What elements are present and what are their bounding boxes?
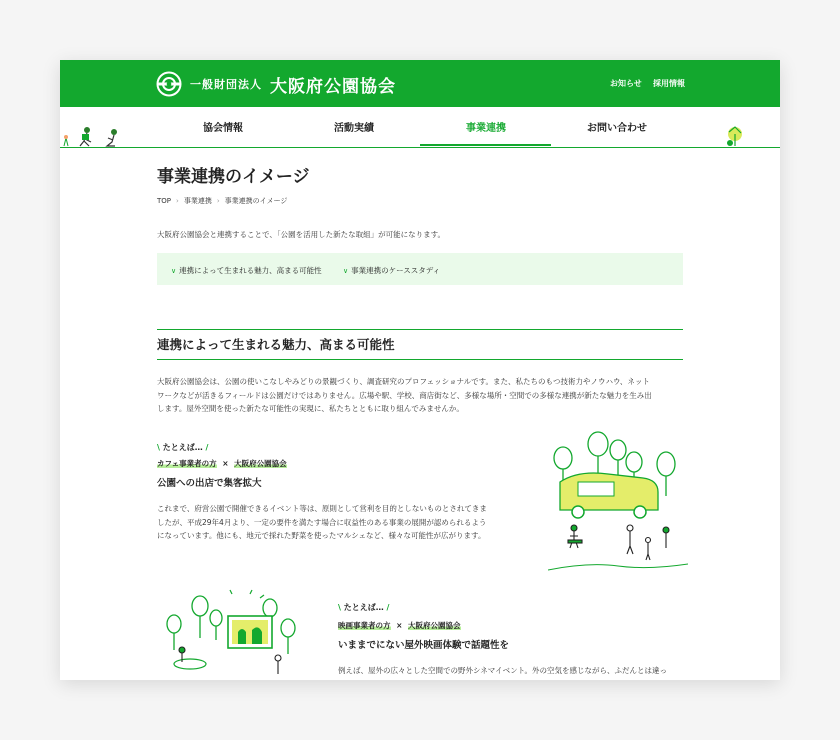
example-title: いままでにない屋外映画体験で話題性を xyxy=(338,640,510,651)
nav-item-activities[interactable]: 活動実績 xyxy=(334,123,374,134)
page-anchor-nav xyxy=(157,253,683,285)
anchor-label: 連携によって生まれる魅力、高まる可能性 xyxy=(179,266,322,275)
park-association-logo-icon xyxy=(156,71,182,97)
anchor-link-possibilities[interactable] xyxy=(171,265,322,276)
section-rule-top xyxy=(157,329,683,330)
body-line: 例えば、屋外の広々とした空間での野外シネマイベント。外の空気を感じながら、ふだんとは違っ xyxy=(338,666,667,675)
example-body xyxy=(157,502,517,543)
cross-mark: × xyxy=(396,621,403,630)
example-body xyxy=(338,664,698,678)
body-line: になっています。他にも、地元で採れた野菜を使ったマルシェなど、様々な可能性が広がります。 xyxy=(157,531,486,540)
section-heading: 連携によって生まれる魅力、高まる可能性 xyxy=(157,337,395,352)
food-truck-illustration-icon xyxy=(548,430,688,580)
outdoor-cinema-illustration-icon xyxy=(160,588,310,680)
example-partners xyxy=(157,458,287,469)
anchor-label: 事業連携のケーススタディ xyxy=(351,266,441,275)
example-tag: \ たとえば… / xyxy=(338,603,390,612)
people-illustration-left-icon xyxy=(60,124,130,150)
org-label: 大阪府公園協会 xyxy=(408,621,461,630)
recruit-link[interactable]: 採用情報 xyxy=(653,79,685,88)
nav-item-partnership[interactable]: 事業連携 xyxy=(466,123,506,134)
body-line: します。屋外空間を使った新たな可能性の実現に、私たちとともに取り組んでみませんか。 xyxy=(157,404,464,413)
intro-text: 大阪府公園協会と連携することで、「公園を活用した新たな取組」が可能になります。 xyxy=(157,230,445,239)
browser-page xyxy=(60,60,780,680)
breadcrumb xyxy=(157,196,292,206)
page-title: 事業連携のイメージ xyxy=(157,167,310,187)
nav-item-contact[interactable]: お問い合わせ xyxy=(587,123,647,134)
section-rule-bottom xyxy=(157,359,683,360)
chevron-down-icon: ∨ xyxy=(343,267,349,275)
chevron-right-icon: › xyxy=(216,197,220,205)
cross-mark: × xyxy=(222,459,229,468)
partner-label: カフェ事業者の方 xyxy=(157,459,217,468)
partner-label: 映画事業者の方 xyxy=(338,621,391,630)
plant-illustration-right-icon xyxy=(720,124,750,150)
anchor-link-case-study[interactable] xyxy=(343,265,440,276)
news-link[interactable]: お知らせ xyxy=(610,79,642,88)
body-line: 大阪府公園協会は、公園の使いこなしやみどりの景観づくり、調査研究のプロフェッショナルです。また、私たちのもつ技術力やノウハウ、ネット xyxy=(157,377,650,386)
breadcrumb-current: 事業連携のイメージ xyxy=(224,197,288,205)
example-tag: \ たとえば… / xyxy=(157,443,209,452)
chevron-right-icon: › xyxy=(176,197,179,205)
section-body xyxy=(157,375,687,416)
body-line: ワークなどが活きるフィールドは公園だけではありません。広場や駅、学校、商店街など、多様な場所・空間での多様な連携が新たな魅力を生み出 xyxy=(157,390,652,400)
body-line: これまで、府営公園で開催できるイベント等は、原則として営利を目的としないものとされてきま xyxy=(157,504,487,513)
site-header xyxy=(60,60,780,107)
nav-active-indicator xyxy=(420,144,551,146)
breadcrumb-partnership[interactable]: 事業連携 xyxy=(183,197,212,205)
org-type: 一般財団法人 xyxy=(190,78,262,91)
breadcrumb-top[interactable]: TOP xyxy=(157,197,172,205)
nav-item-about[interactable]: 協会情報 xyxy=(203,123,243,134)
org-label: 大阪府公園協会 xyxy=(234,459,287,468)
body-line: したが、平成29年4月より、一定の要件を満たす場合に収益性のある事業の展開が認められるよう xyxy=(157,517,487,527)
global-nav xyxy=(60,107,780,148)
chevron-down-icon: ∨ xyxy=(171,267,177,275)
example-title: 公園への出店で集客拡大 xyxy=(157,478,262,489)
org-name: 大阪府公園協会 xyxy=(270,76,396,97)
example-partners xyxy=(338,620,461,631)
site-logo[interactable] xyxy=(156,71,396,97)
